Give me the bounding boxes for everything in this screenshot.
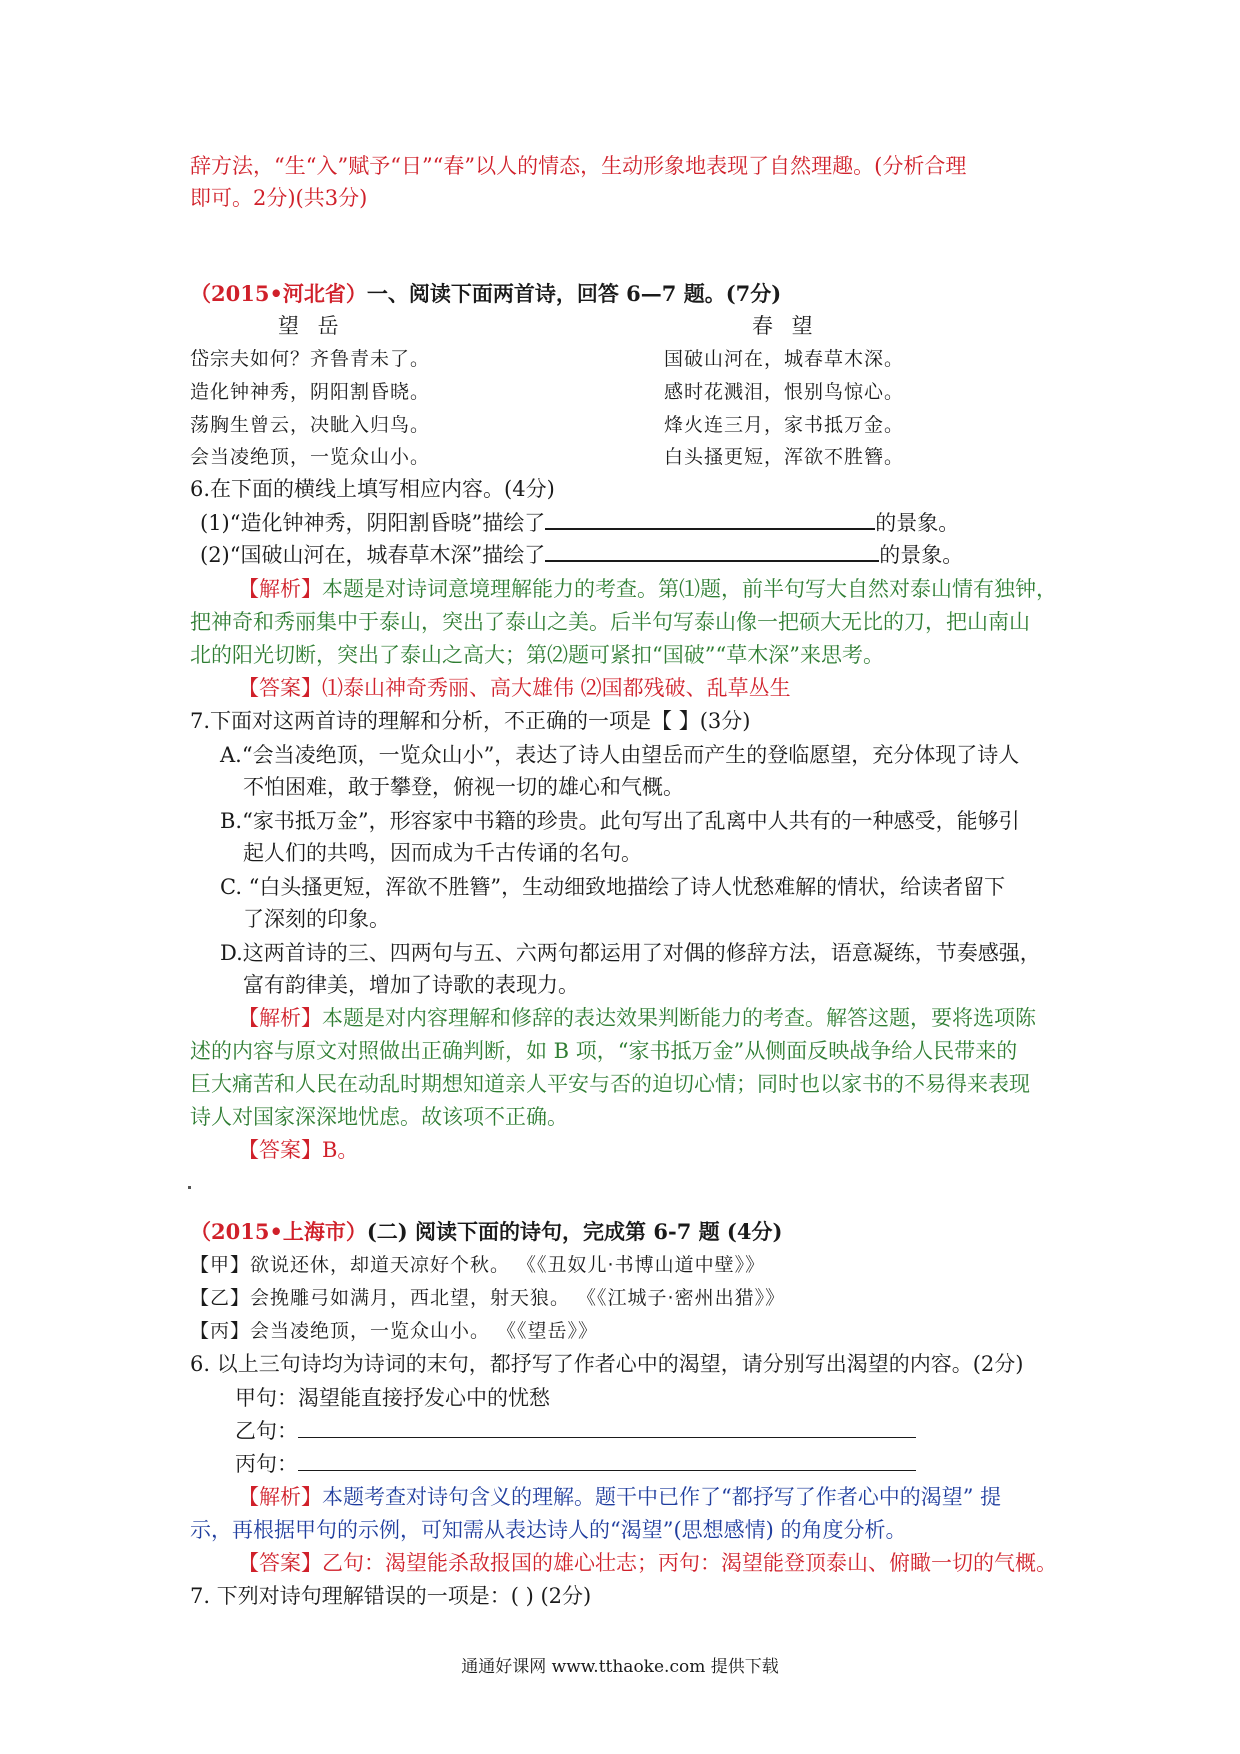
option-c-line-2: 了深刻的印象。 <box>243 907 390 931</box>
analysis-text: 本题是对内容理解和修辞的表达效果判断能力的考查。解答这题，要将选项陈 <box>322 1006 1036 1030</box>
question-6: 6.在下面的横线上填写相应内容。(4分) <box>190 477 555 501</box>
option-d-line-1: D.这两首诗的三、四两句与五、六两句都运用了对偶的修辞方法，语意凝练，节奏感强， <box>220 941 1041 965</box>
question-6-2 <box>200 540 963 570</box>
section-title: (二) 阅读下面的诗句，完成第 6-7 题 (4分) <box>366 1219 783 1244</box>
analysis-7-line-1 <box>238 1003 1036 1033</box>
poem-line: 感时花溅泪，恨别鸟惊心。 <box>664 381 905 403</box>
answer-blank[interactable] <box>545 508 875 530</box>
analysis-7-line-2: 述的内容与原文对照做出正确判断，如 B 项，“家书抵万金”从侧面反映战争给人民带来的 <box>190 1039 1018 1063</box>
scan-dot <box>188 1186 191 1189</box>
analysis-7-line-3: 巨大痛苦和人民在动乱时期想知道亲人平安与否的迫切心情；同时也以家书的不易得来表现 <box>190 1072 1030 1096</box>
poem-line: 岱宗夫如何？齐鲁青未了。 <box>190 348 431 370</box>
option-b-line-1: B.“家书抵万金”，形容家中书籍的珍贵。此句写出了乱离中人共有的一种感受，能够引 <box>220 809 1020 833</box>
analysis-label: 【解析】 <box>238 577 322 601</box>
question-6-1-text: (1)“造化钟神秀，阴阳割昏晓”描绘了 <box>200 511 546 535</box>
answer-label: 【答案】 <box>238 676 322 700</box>
poem-line: 国破山河在，城春草木深。 <box>664 348 905 370</box>
question-6-1-suffix: 的景象。 <box>875 511 960 535</box>
poem-line: 会当凌绝顶，一览众山小。 <box>190 446 431 468</box>
answer-text: ⑴泰山神奇秀丽、高大雄伟 ⑵国都残破、乱草丛生 <box>322 676 791 700</box>
source-tag: （2015•上海市） <box>190 1219 367 1244</box>
analysis-text: 本题是对诗词意境理解能力的考查。第⑴题，前半句写大自然对泰山情有独钟， <box>322 577 1057 601</box>
analysis-sh-line-1 <box>238 1482 1001 1512</box>
section-title: 一、阅读下面两首诗，回答 6—7 题。(7分) <box>366 281 782 306</box>
verse-bing: 【丙】会当凌绝顶，一览众山小。 《《望岳》》 <box>190 1320 599 1342</box>
option-a-line-1: A.“会当凌绝顶，一览众山小”，表达了诗人由望岳而产生的登临愿望，充分体现了诗人 <box>220 743 1020 767</box>
analysis-continuation-line-2: 即可。2分)(共3分) <box>190 186 368 210</box>
jia-answer: 甲句：渴望能直接抒发心中的忧愁 <box>235 1386 550 1410</box>
poem-line: 白头搔更短，浑欲不胜簪。 <box>664 446 905 468</box>
option-c-line-1: C. “白头搔更短，浑欲不胜簪”，生动细致地描绘了诗人忧愁难解的情状，给读者留下 <box>220 875 1006 899</box>
option-d-line-2: 富有韵律美，增加了诗歌的表现力。 <box>243 973 579 997</box>
section-hebei-header <box>190 279 781 309</box>
yi-answer-line <box>235 1416 916 1446</box>
option-a-line-2: 不怕困难，敢于攀登，俯视一切的雄心和气概。 <box>243 775 684 799</box>
analysis-text: 本题考查对诗句含义的理解。题干中已作了“都抒写了作者心中的渴望” 提 <box>322 1485 1002 1509</box>
answer-blank[interactable] <box>298 1417 916 1438</box>
poem-line: 烽火连三月，家书抵万金。 <box>664 414 905 436</box>
source-tag: （2015•河北省） <box>190 281 367 306</box>
verse-yi: 【乙】会挽雕弓如满月，西北望，射天狼。 《《江城子·密州出猎》》 <box>190 1287 786 1309</box>
analysis-sh-line-2: 示，再根据甲句的示例，可知需从表达诗人的“渴望”(思想感情) 的角度分析。 <box>190 1518 907 1542</box>
answer-text: B。 <box>322 1138 359 1162</box>
analysis-label: 【解析】 <box>238 1485 322 1509</box>
answer-label: 【答案】 <box>238 1138 322 1162</box>
answer-7 <box>238 1135 358 1165</box>
page-footer: 通通好课网 www.tthaoke.com 提供下载 <box>461 1657 779 1677</box>
analysis-6-line-2: 把神奇和秀丽集中于泰山，突出了泰山之美。后半句写泰山像一把硕大无比的刀，把山南山 <box>190 610 1030 634</box>
question-6-1 <box>200 508 959 538</box>
answer-text: 乙句：渴望能杀敌报国的雄心壮志；丙句：渴望能登顶泰山、俯瞰一切的气概。 <box>322 1551 1057 1575</box>
verse-jia: 【甲】欲说还休，却道天凉好个秋。 《《丑奴儿·书博山道中壁》》 <box>190 1254 766 1276</box>
answer-6 <box>238 673 791 703</box>
answer-blank[interactable] <box>298 1450 916 1471</box>
question-7: 7.下面对这两首诗的理解和分析，不正确的一项是【 】(3分) <box>190 709 751 733</box>
analysis-7-line-4: 诗人对国家深深地忧虑。故该项不正确。 <box>190 1105 568 1129</box>
question-6-sh: 6. 以上三句诗均为诗词的末句，都抒写了作者心中的渴望，请分别写出渴望的内容。(2分) <box>190 1352 1024 1376</box>
answer-sh <box>238 1548 1057 1578</box>
section-shanghai-header <box>190 1217 782 1247</box>
analysis-label: 【解析】 <box>238 1006 322 1030</box>
question-6-2-text: (2)“国破山河在，城春草木深”描绘了 <box>200 543 546 567</box>
poem-title-wangyue: 望 岳 <box>278 314 345 338</box>
poem-line: 荡胸生曾云，决眦入归鸟。 <box>190 414 431 436</box>
analysis-continuation-line-1: 辞方法，“生“入”赋予“日”“春”以人的情态，生动形象地表现了自然理趣。(分析合理 <box>190 154 967 178</box>
answer-label: 【答案】 <box>238 1551 322 1575</box>
analysis-6-line-3: 北的阳光切断，突出了泰山之高大；第⑵题可紧扣“国破”“草木深”来思考。 <box>190 643 884 667</box>
bing-label: 丙句： <box>235 1452 298 1476</box>
yi-label: 乙句： <box>235 1419 298 1443</box>
poem-line: 造化钟神秀，阴阳割昏晓。 <box>190 381 431 403</box>
poem-title-chunwang: 春 望 <box>752 314 819 338</box>
question-7-sh: 7. 下列对诗句理解错误的一项是：( ) (2分) <box>190 1584 592 1608</box>
answer-blank[interactable] <box>545 540 879 562</box>
analysis-6-line-1 <box>238 574 1057 604</box>
bing-answer-line <box>235 1449 916 1479</box>
question-6-2-suffix: 的景象。 <box>879 543 964 567</box>
option-b-line-2: 起人们的共鸣，因而成为千古传诵的名句。 <box>243 841 642 865</box>
